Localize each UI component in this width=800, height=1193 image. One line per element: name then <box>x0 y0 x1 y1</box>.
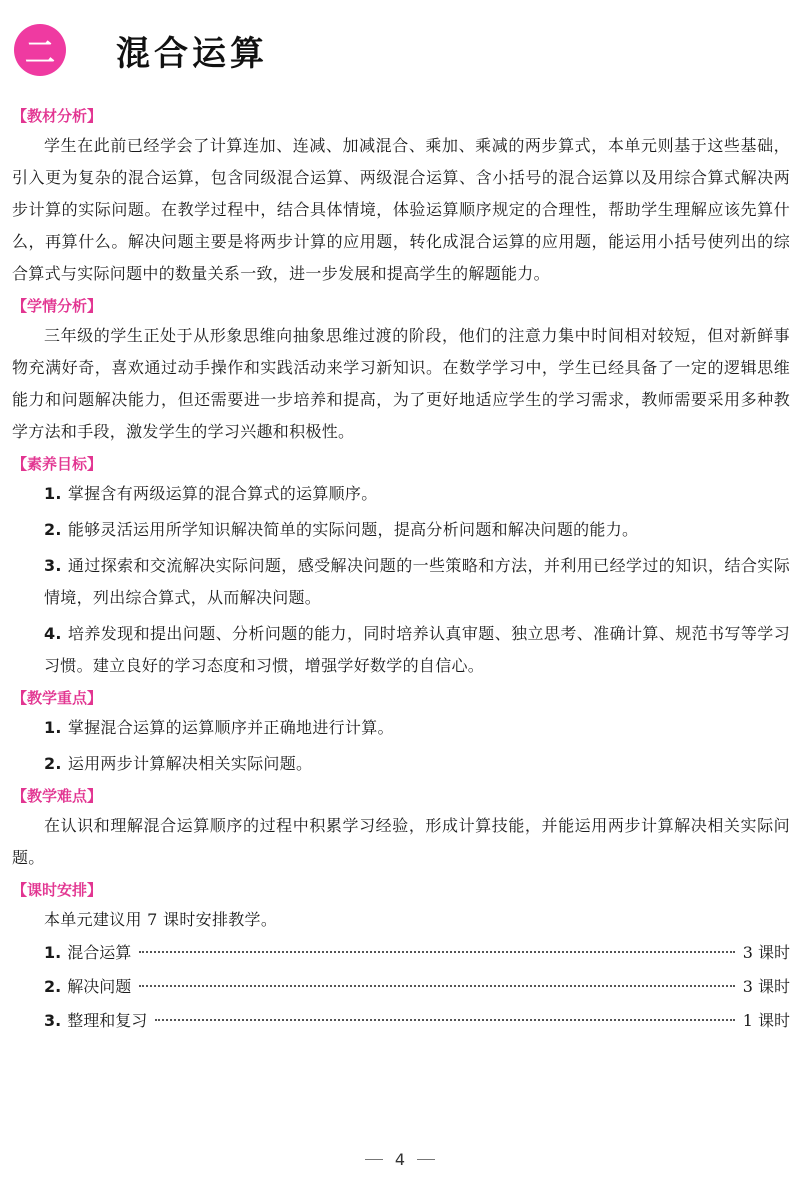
item-number: 1. <box>44 484 62 503</box>
item-text: 运用两步计算解决相关实际问题。 <box>67 754 313 773</box>
page-footer <box>0 1150 800 1169</box>
goal-item <box>12 550 790 614</box>
item-text: 能够灵活运用所学知识解决简单的实际问题，提高分析问题和解决问题的能力。 <box>67 520 639 539</box>
key-point-item <box>12 712 790 744</box>
lesson-hours: 3 课时 <box>742 943 790 962</box>
section-label-student-analysis: 【学情分析】 <box>12 297 103 315</box>
item-text: 通过探索和交流解决实际问题，感受解决问题的一些策略和方法，并利用已经学过的知识，结合实际情境，列出综合算式，从而解决问题。 <box>44 556 790 607</box>
dot-leader <box>155 1019 734 1021</box>
schedule-row <box>12 936 790 970</box>
footer-dash-left <box>365 1159 383 1160</box>
item-number: 2. <box>44 520 62 539</box>
goal-item <box>12 514 790 546</box>
item-text: 掌握含有两级运算的混合算式的运算顺序。 <box>67 484 378 503</box>
lesson-name: 整理和复习 <box>67 1011 148 1030</box>
lesson-hours: 1 课时 <box>742 1011 790 1030</box>
dot-leader <box>139 951 734 953</box>
dot-leader <box>139 985 734 987</box>
item-number: 4. <box>44 624 62 643</box>
section-label-literacy-goals: 【素养目标】 <box>12 455 103 473</box>
difficulties-paragraph: 在认识和理解混合运算顺序的过程中积累学习经验，形成计算技能，并能运用两步计算解决相关实际问题。 <box>12 816 790 867</box>
section-label-difficulties: 【教学难点】 <box>12 787 103 805</box>
lesson-name: 混合运算 <box>67 943 132 962</box>
footer-dash-right <box>417 1159 435 1160</box>
key-point-item <box>12 748 790 780</box>
item-number: 3. <box>44 556 62 575</box>
item-text: 掌握混合运算的运算顺序并正确地进行计算。 <box>67 718 394 737</box>
schedule-row <box>12 970 790 1004</box>
chapter-number-badge: 二 <box>14 24 66 76</box>
goal-item <box>12 618 790 682</box>
item-number: 2. <box>44 977 62 996</box>
item-number: 2. <box>44 754 62 773</box>
chapter-header <box>14 20 268 80</box>
goal-item <box>12 478 790 510</box>
item-number: 1. <box>44 943 62 962</box>
item-number: 3. <box>44 1011 62 1030</box>
schedule-row <box>12 1004 790 1038</box>
section-label-textbook-analysis: 【教材分析】 <box>12 107 103 125</box>
content <box>12 100 790 1038</box>
lesson-name: 解决问题 <box>67 977 132 996</box>
item-text: 培养发现和提出问题、分析问题的能力，同时培养认真审题、独立思考、准确计算、规范书写等学习习惯。建立良好的学习态度和习惯，增强学好数学的自信心。 <box>44 624 790 675</box>
section-label-key-points: 【教学重点】 <box>12 689 103 707</box>
section-label-schedule: 【课时安排】 <box>12 881 103 899</box>
chapter-title: 混合运算 <box>116 33 268 74</box>
student-analysis-paragraph: 三年级的学生正处于从形象思维向抽象思维过渡的阶段，他们的注意力集中时间相对较短，但对新鲜事物充满好奇，喜欢通过动手操作和实践活动来学习新知识。在数学学习中，学生已经具备了一定的逻辑思维能力和问题解决能力，但还需要进一步培养和提高，为了更好地适应学生的学习需求，教师需要采用多种教学方法和手段，激发学生的学习兴趣和积极性。 <box>12 326 790 441</box>
schedule-intro: 本单元建议用 7 课时安排教学。 <box>44 910 278 929</box>
lesson-hours: 3 课时 <box>742 977 790 996</box>
textbook-analysis-paragraph: 学生在此前已经学会了计算连加、连减、加减混合、乘加、乘减的两步算式，本单元则基于这些基础，引入更为复杂的混合运算，包含同级混合运算、两级混合运算、含小括号的混合运算以及用综合算式解决两步计算的实际问题。在教学过程中，结合具体情境，体验运算顺序规定的合理性，帮助学生理解应该先算什么，再算什么。解决问题主要是将两步计算的应用题，转化成混合运算的应用题，能运用小括号使列出的综合算式与实际问题中的数量关系一致，进一步发展和提高学生的解题能力。 <box>12 136 790 283</box>
page-number: 4 <box>394 1150 406 1169</box>
item-number: 1. <box>44 718 62 737</box>
